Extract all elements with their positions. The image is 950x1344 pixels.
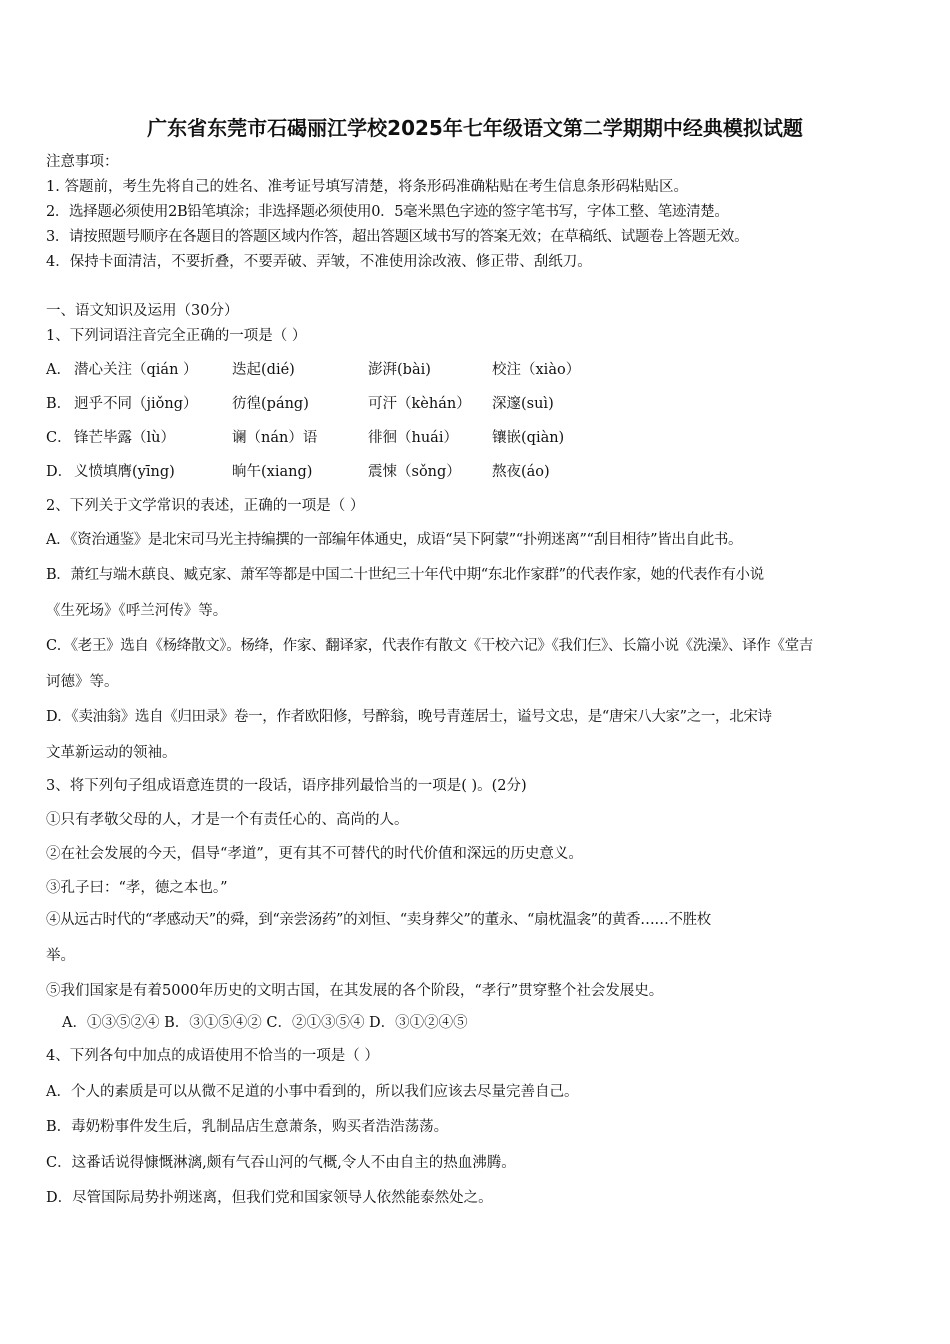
- option-item: 深邃(suì): [492, 396, 554, 412]
- question-1-stem: 1、下列词语注音完全正确的一项是（ ）: [46, 328, 307, 344]
- option-label: B．: [46, 396, 72, 412]
- question-3-sentence-4: ④从远古时代的“孝感动天”的舜，到“亲尝汤药”的刘恒、“卖身葬父”的董永、“扇枕温衾”的黄香……不胜枚: [46, 912, 711, 928]
- option-label: C．: [46, 430, 72, 446]
- question-2-option-b: B．萧红与端木蕻良、臧克家、萧军等都是中国二十世纪三十年代中期“东北作家群”的代表作家，她的代表作有小说: [46, 567, 764, 583]
- option-item: 可汗（kèhán）: [368, 396, 471, 412]
- option-item: 徘徊（huái）: [368, 430, 458, 446]
- notice-item-4: 4．保持卡面清洁，不要折叠，不要弄破、弄皱，不准使用涂改液、修正带、刮纸刀。: [46, 254, 592, 270]
- option-item: 迥乎不同（jiǒng）: [74, 396, 198, 412]
- question-3-sentence-2: ②在社会发展的今天，倡导“孝道”，更有其不可替代的时代价值和深远的历史意义。: [46, 846, 583, 862]
- option-item: 彷徨(páng): [232, 396, 309, 412]
- question-3-sentence-4-cont: 举。: [46, 948, 75, 964]
- question-3-sentence-1: ①只有孝敬父母的人，才是一个有责任心的、高尚的人。: [46, 812, 409, 828]
- section-heading: 一、语文知识及运用（30分）: [46, 303, 239, 319]
- page-title: 广东省东莞市石碣丽江学校2025年七年级语文第二学期期中经典模拟试题: [147, 116, 803, 140]
- question-2-option-b-cont: 《生死场》《呼兰河传》等。: [46, 603, 228, 619]
- question-2-option-d: D．《卖油翁》选自《归田录》卷一，作者欧阳修，号醉翁，晚号青莲居士，谥号文忠，是“唐宋八大家”之一，北宋诗: [46, 709, 772, 725]
- option-item: 谰（nán）语: [232, 430, 318, 446]
- question-4-option-a: A．个人的素质是可以从微不足道的小事中看到的，所以我们应该去尽量完善自己。: [46, 1084, 579, 1100]
- option-item: 晌午(xiang): [232, 464, 313, 480]
- question-3-sentence-3: ③孔子曰：“孝，德之本也。”: [46, 880, 228, 896]
- question-2-option-a: A．《资治通鉴》是北宋司马光主持编撰的一部编年体通史，成语“吴下阿蒙”“扑朔迷离”“刮目相待”皆出自此书。: [46, 532, 743, 548]
- question-3-choices: A．①③⑤②④ B．③①⑤④② C．②①③⑤④ D．③①②④⑤: [62, 1015, 468, 1031]
- question-4-option-d: D．尽管国际局势扑朔迷离，但我们党和国家领导人依然能泰然处之。: [46, 1190, 493, 1206]
- option-item: 熬夜(áo): [492, 464, 550, 480]
- notice-heading: 注意事项：: [46, 154, 119, 170]
- option-item: 镶嵌(qiàn): [492, 430, 565, 446]
- option-label: A．: [46, 362, 71, 378]
- question-2-option-c-cont: 诃德》等。: [46, 674, 119, 690]
- option-item: 义愤填膺(yīng): [74, 464, 175, 480]
- question-3-stem: 3、将下列句子组成语意连贯的一段话，语序排列最恰当的一项是( )。(2分): [46, 778, 527, 794]
- question-2-option-d-cont: 文革新运动的领袖。: [46, 745, 177, 761]
- notice-item-3: 3．请按照题号顺序在各题目的答题区域内作答，超出答题区域书写的答案无效；在草稿纸、试题卷上答题无效。: [46, 229, 749, 245]
- question-4-option-b: B．毒奶粉事件发生后，乳制品店生意萧条，购买者浩浩荡荡。: [46, 1119, 449, 1135]
- question-4-stem: 4、下列各句中加点的成语使用不恰当的一项是（ ）: [46, 1048, 379, 1064]
- option-item: 迭起(dié): [232, 362, 295, 378]
- question-4-option-c: C．这番话说得慷慨淋漓,颇有气吞山河的气概,令人不由自主的热血沸腾。: [46, 1155, 516, 1171]
- option-item: 澎湃(bài): [368, 362, 431, 378]
- question-3-sentence-5: ⑤我们国家是有着5000年历史的文明古国，在其发展的各个阶段，“孝行”贯穿整个社会发展史。: [46, 983, 664, 999]
- option-label: D．: [46, 464, 73, 480]
- option-item: 潜心关注（qián ）: [74, 362, 198, 378]
- question-2-option-c: C．《老王》选自《杨绛散文》。杨绛，作家、翻译家，代表作有散文《干校六记》《我们仨》、长篇小说《洗澡》、译作《堂吉: [46, 638, 813, 654]
- notice-item-2: 2．选择题必须使用2B铅笔填涂；非选择题必须使用0．5毫米黑色字迹的签字笔书写，字体工整、笔迹清楚。: [46, 204, 729, 220]
- option-item: 校注（xiào）: [492, 362, 581, 378]
- option-item: 锋芒毕露（lù）: [74, 430, 175, 446]
- question-2-stem: 2、下列关于文学常识的表述，正确的一项是（ ）: [46, 498, 365, 514]
- option-item: 震悚（sǒng）: [368, 464, 461, 480]
- notice-item-1: 1. 答题前，考生先将自己的姓名、准考证号填写清楚，将条形码准确粘贴在考生信息条形码粘贴区。: [46, 179, 688, 195]
